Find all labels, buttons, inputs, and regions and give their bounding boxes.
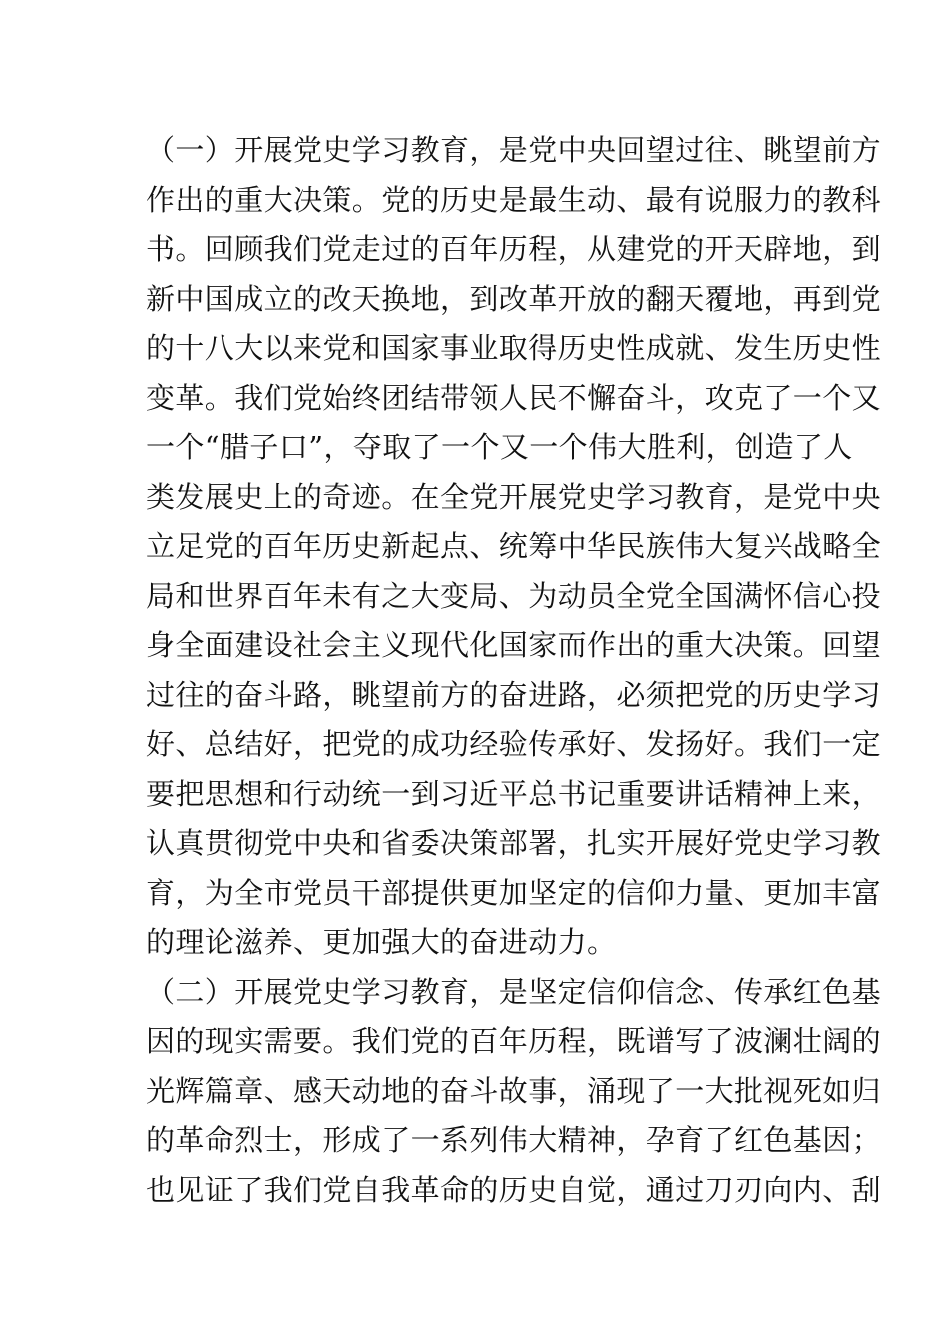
text-line: 因的现实需要。我们党的百年历程，既谱写了波澜壮阔的 bbox=[146, 1024, 882, 1058]
text-line: 也见证了我们党自我革命的历史自觉，通过刀刃向内、刮 bbox=[146, 1172, 882, 1207]
paragraph-2 bbox=[146, 968, 882, 1216]
text-line: 光辉篇章、感天动地的奋斗故事，涌现了一大批视死如归 bbox=[146, 1073, 882, 1108]
text-line: 局和世界百年未有之大变局、为动员全党全国满怀信心投 bbox=[146, 578, 882, 613]
text-line: 作出的重大决策。党的历史是最生动、最有说服力的教科 bbox=[146, 182, 882, 217]
text-line: 好、总结好，把党的成功经验传承好、发扬好。我们一定 bbox=[146, 727, 882, 761]
text-line: 的理论滋养、更加强大的奋进动力。 bbox=[146, 925, 617, 959]
text-line: （一）开展党史学习教育，是党中央回望过往、眺望前方 bbox=[146, 133, 882, 167]
body-text bbox=[146, 126, 882, 1215]
text-line: 变革。我们党始终团结带领人民不懈奋斗，攻克了一个又 bbox=[146, 380, 882, 415]
text-line: 要把思想和行动统一到习近平总书记重要讲话精神上来， bbox=[146, 776, 882, 811]
text-line: 育，为全市党员干部提供更加坚定的信仰力量、更加丰富 bbox=[146, 875, 882, 910]
text-line: 身全面建设社会主义现代化国家而作出的重大决策。回望 bbox=[146, 628, 882, 662]
text-line: 的革命烈士，形成了一系列伟大精神，孕育了红色基因； bbox=[146, 1123, 882, 1157]
text-line: 一个“腊子口”，夺取了一个又一个伟大胜利，创造了人 bbox=[146, 430, 853, 464]
text-line: 过往的奋斗路，眺望前方的奋进路，必须把党的历史学习 bbox=[146, 677, 882, 712]
text-line: 类发展史上的奇迹。在全党开展党史学习教育，是党中央 bbox=[146, 479, 882, 514]
text-line: 新中国成立的改天换地，到改革开放的翻天覆地，再到党 bbox=[146, 281, 882, 316]
paragraph-1 bbox=[146, 126, 882, 968]
text-line: 书。回顾我们党走过的百年历程，从建党的开天辟地，到 bbox=[146, 232, 882, 266]
text-line: 的十八大以来党和国家事业取得历史性成就、发生历史性 bbox=[146, 331, 882, 365]
text-line: 立足党的百年历史新起点、统筹中华民族伟大复兴战略全 bbox=[146, 529, 882, 563]
text-line: （二）开展党史学习教育，是坚定信仰信念、传承红色基 bbox=[146, 974, 882, 1009]
text-line: 认真贯彻党中央和省委决策部署，扎实开展好党史学习教 bbox=[146, 826, 882, 860]
